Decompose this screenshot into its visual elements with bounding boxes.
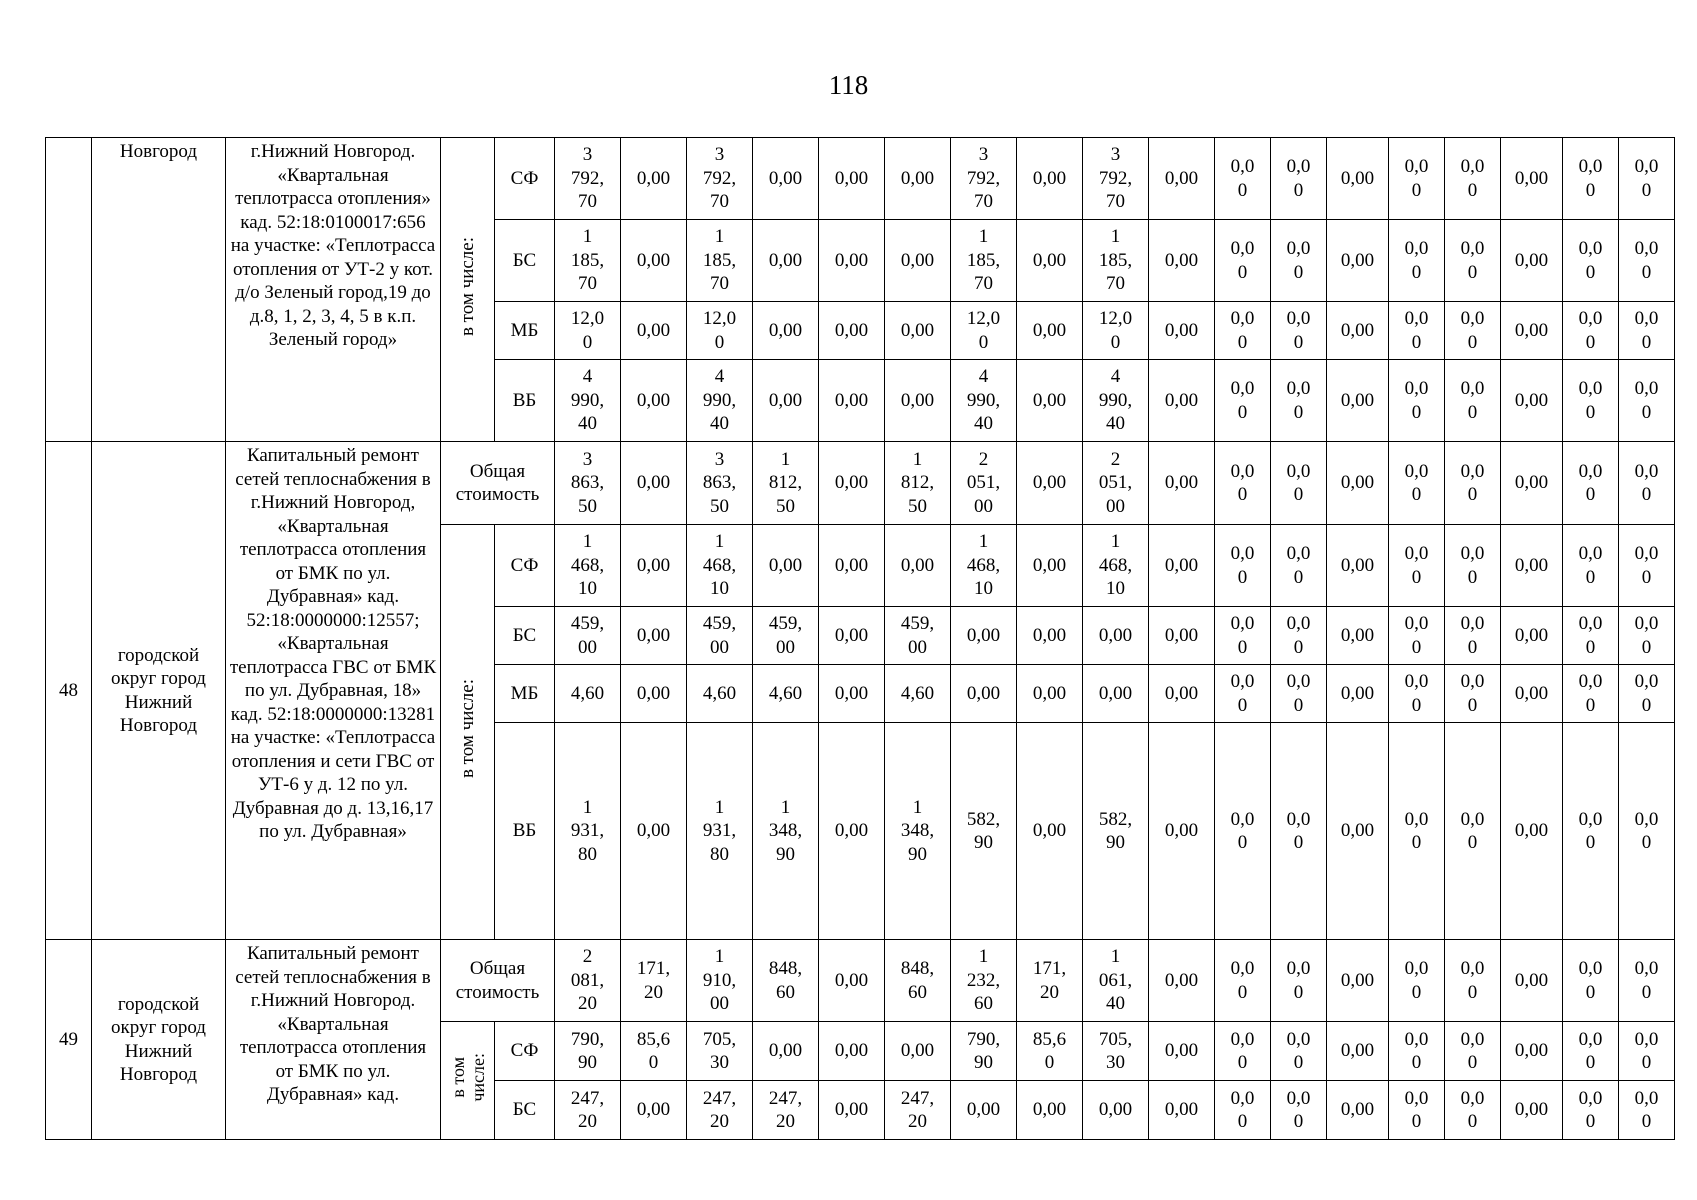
funding-source-label: МБ [495, 665, 555, 723]
value-cell: 705, 30 [1083, 1022, 1149, 1081]
value-cell: 0,0 0 [1445, 1081, 1501, 1140]
funding-source-label: БС [495, 607, 555, 665]
value-cell: 0,00 [1017, 360, 1083, 442]
value-cell: 0,0 0 [1271, 665, 1327, 723]
value-cell: 0,00 [1501, 665, 1563, 723]
table-row [46, 442, 1675, 525]
value-cell: 4 990, 40 [555, 360, 621, 442]
value-cell: 4,60 [753, 665, 819, 723]
value-cell: 0,00 [621, 220, 687, 302]
funding-source-label: СФ [495, 1022, 555, 1081]
total-value-cell: 0,00 [1501, 442, 1563, 525]
funding-source-label: СФ [495, 138, 555, 220]
value-cell: 0,0 0 [1215, 360, 1271, 442]
value-cell: 0,0 0 [1215, 723, 1271, 940]
value-cell: 0,00 [753, 220, 819, 302]
value-cell: 1 348, 90 [753, 723, 819, 940]
value-cell: 0,0 0 [1389, 360, 1445, 442]
value-cell: 4,60 [885, 665, 951, 723]
value-cell: 0,00 [1501, 607, 1563, 665]
municipality-cell: городской округ город Нижний Новгород [92, 442, 226, 940]
total-value-cell: 2 051, 00 [951, 442, 1017, 525]
total-value-cell: 3 863, 50 [555, 442, 621, 525]
value-cell: 0,0 0 [1389, 138, 1445, 220]
total-value-cell: 0,0 0 [1563, 940, 1619, 1022]
total-value-cell: 0,00 [1327, 442, 1389, 525]
including-label-text: в том числе: [456, 679, 478, 779]
value-cell: 247, 20 [555, 1081, 621, 1140]
value-cell: 0,0 0 [1619, 302, 1675, 360]
value-cell: 1 931, 80 [687, 723, 753, 940]
value-cell: 0,00 [1149, 1081, 1215, 1140]
value-cell: 0,0 0 [1619, 138, 1675, 220]
including-label-text: в том числе: [447, 1052, 488, 1102]
value-cell: 0,0 0 [1271, 360, 1327, 442]
value-cell: 247, 20 [687, 1081, 753, 1140]
value-cell: 0,0 0 [1215, 665, 1271, 723]
total-value-cell: 0,0 0 [1271, 940, 1327, 1022]
total-value-cell: 0,00 [1017, 442, 1083, 525]
value-cell: 0,00 [885, 302, 951, 360]
value-cell: 0,00 [1327, 723, 1389, 940]
value-cell: 0,00 [1327, 665, 1389, 723]
total-value-cell: 0,0 0 [1619, 442, 1675, 525]
value-cell: 0,00 [1083, 665, 1149, 723]
value-cell: 0,00 [1501, 723, 1563, 940]
value-cell: 1 185, 70 [1083, 220, 1149, 302]
funding-source-label: МБ [495, 302, 555, 360]
value-cell: 0,0 0 [1563, 302, 1619, 360]
value-cell: 85,6 0 [1017, 1022, 1083, 1081]
value-cell: 0,00 [1149, 302, 1215, 360]
value-cell: 0,0 0 [1389, 302, 1445, 360]
value-cell: 0,0 0 [1389, 1081, 1445, 1140]
value-cell: 0,00 [885, 1022, 951, 1081]
including-group-label [441, 1022, 495, 1140]
value-cell: 3 792, 70 [1083, 138, 1149, 220]
value-cell: 1 468, 10 [951, 525, 1017, 607]
value-cell: 0,0 0 [1619, 525, 1675, 607]
total-value-cell: 0,00 [1327, 940, 1389, 1022]
value-cell: 0,00 [1501, 138, 1563, 220]
value-cell: 0,0 0 [1445, 723, 1501, 940]
value-cell: 0,0 0 [1563, 138, 1619, 220]
funding-source-label: БС [495, 220, 555, 302]
value-cell: 0,00 [753, 138, 819, 220]
value-cell: 0,0 0 [1619, 1022, 1675, 1081]
value-cell: 0,00 [1017, 665, 1083, 723]
total-value-cell: 0,0 0 [1215, 940, 1271, 1022]
value-cell: 582, 90 [951, 723, 1017, 940]
total-value-cell: 0,00 [1149, 442, 1215, 525]
including-label-text: в том числе: [456, 236, 478, 336]
value-cell: 0,00 [885, 360, 951, 442]
value-cell: 459, 00 [885, 607, 951, 665]
value-cell: 0,00 [819, 360, 885, 442]
value-cell: 1 185, 70 [555, 220, 621, 302]
value-cell: 790, 90 [951, 1022, 1017, 1081]
value-cell: 0,00 [1501, 302, 1563, 360]
value-cell: 12,0 0 [1083, 302, 1149, 360]
value-cell: 247, 20 [753, 1081, 819, 1140]
value-cell: 3 792, 70 [687, 138, 753, 220]
value-cell: 0,00 [1501, 525, 1563, 607]
value-cell: 4,60 [555, 665, 621, 723]
table-row [46, 940, 1675, 1022]
value-cell: 0,0 0 [1445, 525, 1501, 607]
value-cell: 0,0 0 [1389, 525, 1445, 607]
value-cell: 0,0 0 [1271, 220, 1327, 302]
value-cell: 1 468, 10 [555, 525, 621, 607]
funding-source-label: БС [495, 1081, 555, 1140]
value-cell: 4 990, 40 [1083, 360, 1149, 442]
total-value-cell: 0,0 0 [1445, 442, 1501, 525]
total-value-cell: 171, 20 [621, 940, 687, 1022]
value-cell: 0,00 [885, 220, 951, 302]
value-cell: 459, 00 [687, 607, 753, 665]
value-cell: 0,00 [621, 525, 687, 607]
value-cell: 0,0 0 [1271, 607, 1327, 665]
total-value-cell: 171, 20 [1017, 940, 1083, 1022]
value-cell: 0,00 [621, 302, 687, 360]
page-number: 118 [828, 70, 869, 100]
total-value-cell: 848, 60 [753, 940, 819, 1022]
total-cost-label: Общая стоимость [441, 940, 555, 1022]
value-cell: 0,0 0 [1389, 665, 1445, 723]
value-cell: 0,00 [1327, 525, 1389, 607]
funding-source-label: ВБ [495, 723, 555, 940]
row-number-cell: 49 [46, 940, 92, 1140]
value-cell: 0,00 [621, 360, 687, 442]
value-cell: 0,0 0 [1445, 360, 1501, 442]
value-cell: 0,00 [1083, 1081, 1149, 1140]
value-cell: 0,0 0 [1215, 607, 1271, 665]
value-cell: 1 931, 80 [555, 723, 621, 940]
total-cost-label: Общая стоимость [441, 442, 555, 525]
value-cell: 0,0 0 [1215, 220, 1271, 302]
value-cell: 0,00 [885, 525, 951, 607]
value-cell: 459, 00 [753, 607, 819, 665]
value-cell: 3 792, 70 [951, 138, 1017, 220]
value-cell: 0,0 0 [1271, 525, 1327, 607]
value-cell: 12,0 0 [555, 302, 621, 360]
value-cell: 0,0 0 [1389, 220, 1445, 302]
value-cell: 4 990, 40 [951, 360, 1017, 442]
value-cell: 0,0 0 [1445, 302, 1501, 360]
total-value-cell: 0,00 [819, 940, 885, 1022]
value-cell: 0,00 [1017, 220, 1083, 302]
value-cell: 0,00 [1327, 607, 1389, 665]
value-cell: 12,0 0 [687, 302, 753, 360]
value-cell: 0,00 [1149, 723, 1215, 940]
value-cell: 0,0 0 [1619, 1081, 1675, 1140]
row-number-cell [46, 138, 92, 442]
value-cell: 0,0 0 [1619, 607, 1675, 665]
total-value-cell: 0,0 0 [1215, 442, 1271, 525]
value-cell: 85,6 0 [621, 1022, 687, 1081]
value-cell: 0,0 0 [1445, 138, 1501, 220]
value-cell: 0,00 [621, 723, 687, 940]
value-cell: 0,00 [819, 665, 885, 723]
total-value-cell: 0,0 0 [1445, 940, 1501, 1022]
value-cell: 0,00 [1149, 360, 1215, 442]
value-cell: 247, 20 [885, 1081, 951, 1140]
value-cell: 0,0 0 [1389, 607, 1445, 665]
total-value-cell: 0,0 0 [1563, 442, 1619, 525]
value-cell: 0,00 [621, 665, 687, 723]
budget-table [45, 137, 1675, 1140]
object-description-cell: Капитальный ремонт сетей теплоснабжения в г.Нижний Новгород, «Квартальная теплотрасса отопления от БМК по ул. Дубравная» кад. 52:18:0000000:12557; «Квартальная теплотрасса ГВС от БМК по ул. Дубравная, 18» кад. 52:18:0000000:13281 на участке: «Теплотрасса отопления и сети ГВС от УТ-6 у д. 12 по ул. Дубравная до д. 13,16,17 по ул. Дубравная» [226, 442, 441, 940]
object-description-cell: г.Нижний Новгород. «Квартальная теплотрасса отопления» кад. 52:18:0100017:656 на участке: «Теплотрасса отопления от УТ-2 у кот. д/о Зеленый город,19 до д.8, 1, 2, 3, 4, 5 в к.п. Зеленый город» [226, 138, 441, 442]
value-cell: 0,00 [819, 525, 885, 607]
value-cell: 0,00 [753, 525, 819, 607]
total-value-cell: 0,00 [1149, 940, 1215, 1022]
value-cell: 0,00 [1327, 1081, 1389, 1140]
value-cell: 0,00 [1149, 525, 1215, 607]
value-cell: 790, 90 [555, 1022, 621, 1081]
value-cell: 0,00 [753, 1022, 819, 1081]
value-cell: 0,00 [753, 360, 819, 442]
value-cell: 0,0 0 [1563, 1081, 1619, 1140]
value-cell: 0,0 0 [1215, 1022, 1271, 1081]
value-cell: 0,0 0 [1215, 1081, 1271, 1140]
value-cell: 1 468, 10 [1083, 525, 1149, 607]
value-cell: 0,00 [1017, 138, 1083, 220]
value-cell: 0,00 [819, 1022, 885, 1081]
row-number-cell: 48 [46, 442, 92, 940]
value-cell: 0,0 0 [1445, 220, 1501, 302]
value-cell: 0,0 0 [1215, 525, 1271, 607]
value-cell: 4,60 [687, 665, 753, 723]
value-cell: 0,00 [951, 607, 1017, 665]
value-cell: 3 792, 70 [555, 138, 621, 220]
total-value-cell: 1 232, 60 [951, 940, 1017, 1022]
municipality-cell: городской округ город Нижний Новгород [92, 940, 226, 1140]
value-cell: 0,00 [1017, 1081, 1083, 1140]
total-value-cell: 0,0 0 [1271, 442, 1327, 525]
value-cell: 1 185, 70 [951, 220, 1017, 302]
total-value-cell: 0,0 0 [1389, 940, 1445, 1022]
value-cell: 0,0 0 [1619, 220, 1675, 302]
value-cell: 0,00 [1149, 1022, 1215, 1081]
value-cell: 0,0 0 [1215, 302, 1271, 360]
value-cell: 0,0 0 [1389, 723, 1445, 940]
value-cell: 1 348, 90 [885, 723, 951, 940]
value-cell: 0,00 [885, 138, 951, 220]
value-cell: 0,0 0 [1445, 607, 1501, 665]
value-cell: 0,0 0 [1271, 723, 1327, 940]
value-cell: 582, 90 [1083, 723, 1149, 940]
value-cell: 0,00 [951, 1081, 1017, 1140]
funding-source-label: ВБ [495, 360, 555, 442]
value-cell: 0,0 0 [1563, 1022, 1619, 1081]
value-cell: 1 185, 70 [687, 220, 753, 302]
value-cell: 0,0 0 [1563, 607, 1619, 665]
value-cell: 0,00 [621, 1081, 687, 1140]
value-cell: 0,0 0 [1215, 138, 1271, 220]
value-cell: 0,00 [1017, 525, 1083, 607]
value-cell: 0,00 [819, 723, 885, 940]
value-cell: 12,0 0 [951, 302, 1017, 360]
value-cell: 0,0 0 [1271, 302, 1327, 360]
value-cell: 0,0 0 [1563, 525, 1619, 607]
total-value-cell: 0,00 [1501, 940, 1563, 1022]
value-cell: 0,00 [1501, 1022, 1563, 1081]
total-value-cell: 0,0 0 [1389, 442, 1445, 525]
value-cell: 0,00 [819, 607, 885, 665]
value-cell: 0,0 0 [1563, 665, 1619, 723]
value-cell: 0,00 [1017, 302, 1083, 360]
value-cell: 0,00 [1501, 220, 1563, 302]
value-cell: 0,00 [1149, 220, 1215, 302]
value-cell: 705, 30 [687, 1022, 753, 1081]
value-cell: 0,00 [1327, 360, 1389, 442]
total-value-cell: 1 061, 40 [1083, 940, 1149, 1022]
total-value-cell: 1 812, 50 [885, 442, 951, 525]
total-value-cell: 1 910, 00 [687, 940, 753, 1022]
total-value-cell: 3 863, 50 [687, 442, 753, 525]
total-value-cell: 1 812, 50 [753, 442, 819, 525]
value-cell: 0,0 0 [1271, 1081, 1327, 1140]
total-value-cell: 0,0 0 [1619, 940, 1675, 1022]
table-row [46, 138, 1675, 220]
total-value-cell: 2 051, 00 [1083, 442, 1149, 525]
value-cell: 459, 00 [555, 607, 621, 665]
value-cell: 0,00 [1149, 138, 1215, 220]
value-cell: 0,00 [1327, 1022, 1389, 1081]
value-cell: 0,0 0 [1619, 360, 1675, 442]
total-value-cell: 2 081, 20 [555, 940, 621, 1022]
value-cell: 0,00 [819, 138, 885, 220]
value-cell: 0,00 [621, 607, 687, 665]
value-cell: 0,00 [819, 1081, 885, 1140]
value-cell: 0,00 [1083, 607, 1149, 665]
value-cell: 0,00 [819, 220, 885, 302]
value-cell: 0,0 0 [1271, 138, 1327, 220]
value-cell: 4 990, 40 [687, 360, 753, 442]
funding-source-label: СФ [495, 525, 555, 607]
value-cell: 0,0 0 [1563, 723, 1619, 940]
value-cell: 0,00 [1149, 665, 1215, 723]
value-cell: 0,0 0 [1619, 665, 1675, 723]
value-cell: 0,00 [819, 302, 885, 360]
value-cell: 0,00 [951, 665, 1017, 723]
value-cell: 0,00 [1327, 220, 1389, 302]
value-cell: 0,00 [621, 138, 687, 220]
value-cell: 0,0 0 [1389, 1022, 1445, 1081]
value-cell: 0,00 [1501, 1081, 1563, 1140]
value-cell: 0,0 0 [1563, 220, 1619, 302]
total-value-cell: 848, 60 [885, 940, 951, 1022]
value-cell: 0,0 0 [1445, 1022, 1501, 1081]
value-cell: 0,00 [1017, 723, 1083, 940]
value-cell: 0,00 [1327, 302, 1389, 360]
total-value-cell: 0,00 [819, 442, 885, 525]
including-group-label [441, 138, 495, 442]
object-description-cell: Капитальный ремонт сетей теплоснабжения в г.Нижний Новгород. «Квартальная теплотрасса отопления от БМК по ул. Дубравная» кад. [226, 940, 441, 1140]
total-value-cell: 0,00 [621, 442, 687, 525]
value-cell: 0,00 [1327, 138, 1389, 220]
value-cell: 0,00 [1017, 607, 1083, 665]
value-cell: 0,00 [1149, 607, 1215, 665]
value-cell: 0,0 0 [1271, 1022, 1327, 1081]
value-cell: 0,00 [753, 302, 819, 360]
value-cell: 0,0 0 [1445, 665, 1501, 723]
value-cell: 0,0 0 [1563, 360, 1619, 442]
including-group-label [441, 525, 495, 940]
value-cell: 0,0 0 [1619, 723, 1675, 940]
value-cell: 0,00 [1501, 360, 1563, 442]
value-cell: 1 468, 10 [687, 525, 753, 607]
municipality-cell: Новгород [92, 138, 226, 442]
